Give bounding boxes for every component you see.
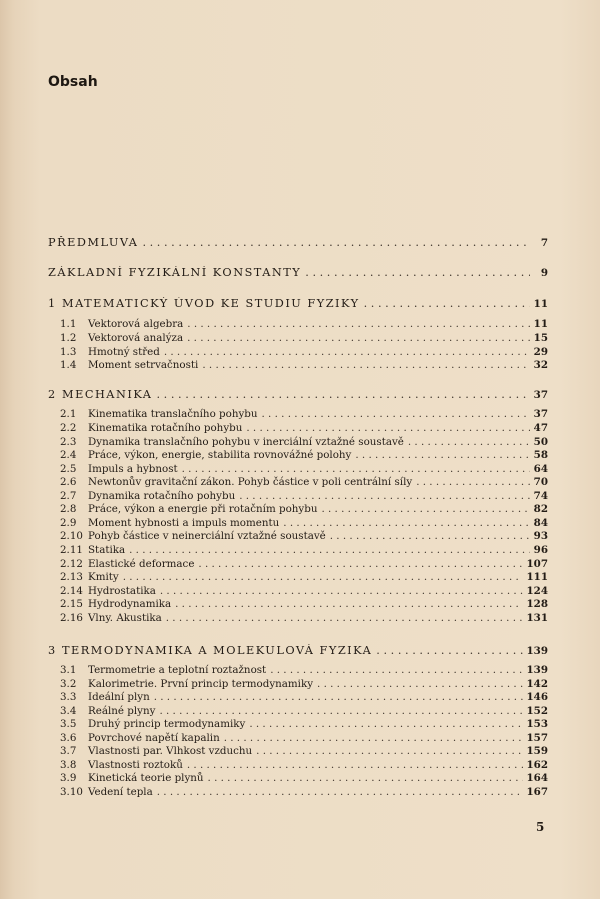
dot-leader (270, 664, 522, 676)
dot-leader (164, 346, 530, 358)
toc-section (60, 786, 548, 798)
toc-entry-page: 50 (533, 436, 548, 448)
toc-entry-title: Vlastnosti par. Vlhkost vzduchu (88, 745, 253, 757)
dot-leader (157, 786, 523, 798)
toc-entry-number: 2.14 (60, 585, 83, 597)
toc-entry-title: Hydrostatika (88, 585, 156, 597)
toc-entry-number: 2.11 (60, 544, 83, 556)
toc-entry-page: 84 (533, 517, 548, 529)
dot-leader (416, 476, 529, 488)
toc-chapter (48, 388, 548, 401)
toc-entry-number: 2.3 (60, 436, 77, 448)
toc-entry-title: Reálné plyny (88, 705, 156, 717)
toc-entry-number: 2.12 (60, 558, 83, 570)
toc-entry-title: Kinematika rotačního pohybu (88, 422, 243, 434)
toc-entry-number: 3.1 (60, 664, 77, 676)
toc-entry-page: 107 (526, 558, 548, 570)
toc-entry-number: 2.16 (60, 612, 83, 624)
toc-entry-title: Termometrie a teplotní roztažnost (88, 664, 267, 676)
toc-entry-number: 2.5 (60, 463, 77, 475)
toc-entry-title: Vlastnosti roztoků (88, 759, 183, 771)
toc-section (60, 318, 548, 330)
toc-section (60, 558, 548, 570)
dot-leader (239, 490, 529, 502)
toc-entry-title: Kmity (88, 571, 119, 583)
toc-entry-page: 11 (533, 298, 548, 310)
toc-entry-number: 1.4 (60, 359, 77, 371)
toc-entry-number: 3.3 (60, 691, 77, 703)
toc-entry-page: 167 (526, 786, 548, 798)
page-number: 5 (536, 820, 545, 834)
toc-entry-page: 139 (526, 664, 548, 676)
toc-section (60, 359, 548, 371)
toc-section (60, 732, 548, 744)
toc-section (60, 332, 548, 344)
toc-entry-number: 2.15 (60, 598, 83, 610)
toc-entry-page: 152 (526, 705, 548, 717)
toc-entry-title: Vlny. Akustika (88, 612, 162, 624)
toc-entry-number: 3.6 (60, 732, 77, 744)
toc-section (60, 544, 548, 556)
toc-section (60, 664, 548, 676)
toc-entry-title: Povrchové napětí kapalin (88, 732, 220, 744)
toc-entry-page: 139 (526, 645, 548, 657)
toc-section (60, 691, 548, 703)
toc-entry-title: Moment setrvačnosti (88, 359, 199, 371)
toc-entry-page: 47 (533, 422, 548, 434)
toc-entry-page: 74 (533, 490, 548, 502)
toc-entry-title: Hydrodynamika (88, 598, 172, 610)
toc-entry-title: Kinetická teorie plynů (88, 772, 204, 784)
dot-leader (364, 297, 530, 310)
toc-section (60, 571, 548, 583)
dot-leader (182, 463, 530, 475)
dot-leader (166, 612, 523, 624)
toc-entry-number: 3 (48, 644, 57, 657)
toc-entry-number: 2.7 (60, 490, 77, 502)
toc-entry-title: Vektorová algebra (88, 318, 184, 330)
toc-entry-number: 3.9 (60, 772, 77, 784)
toc-entry-page: 37 (533, 408, 548, 420)
dot-leader (246, 422, 529, 434)
toc-entry-title: Ideální plyn (88, 691, 150, 703)
toc-entry-title: Druhý princip termodynamiky (88, 718, 246, 730)
toc-chapter (48, 236, 548, 249)
toc-entry-title: Práce, výkon, energie, stabilita rovnovážné polohy (88, 449, 352, 461)
toc-entry-number: 1 (48, 297, 57, 310)
dot-leader (160, 585, 523, 597)
toc-entry-title: Pohyb částice v neinerciální vztažné soustavě (88, 530, 326, 542)
toc-section (60, 585, 548, 597)
toc-entry-number: 3.10 (60, 786, 83, 798)
dot-leader (330, 530, 530, 542)
toc-entry-page: 64 (533, 463, 548, 475)
toc-entry-title: Dynamika translačního pohybu v inerciální vztažné soustavě (88, 436, 404, 448)
dot-leader (175, 598, 522, 610)
dot-leader (123, 571, 523, 583)
toc-entry-page: 82 (533, 503, 548, 515)
toc-entry-page: 153 (526, 718, 548, 730)
dot-leader (129, 544, 530, 556)
toc-entry-number: 2 (48, 388, 57, 401)
toc-entry-page: 164 (526, 772, 548, 784)
toc-entry-page: 29 (533, 346, 548, 358)
toc-section (60, 408, 548, 420)
dot-leader (187, 332, 530, 344)
toc-section (60, 678, 548, 690)
toc-section (60, 530, 548, 542)
toc-entry-page: 32 (533, 359, 548, 371)
toc-entry-title: ZÁKLADNÍ FYZIKÁLNÍ KONSTANTY (48, 266, 302, 279)
toc-entry-page: 159 (526, 745, 548, 757)
toc-entry-title: Kinematika translačního pohybu (88, 408, 258, 420)
toc-entry-page: 162 (526, 759, 548, 771)
toc-entry-page: 124 (526, 585, 548, 597)
toc-entry-page: 70 (533, 476, 548, 488)
toc-section (60, 449, 548, 461)
toc-entry-title: Newtonův gravitační zákon. Pohyb částice v poli centrální síly (88, 476, 413, 488)
toc-section (60, 759, 548, 771)
toc-entry-number: 3.2 (60, 678, 77, 690)
toc-entry-page: 131 (526, 612, 548, 624)
contents-heading: Obsah (48, 74, 98, 90)
dot-leader (283, 517, 529, 529)
dot-leader (321, 503, 529, 515)
toc-entry-page: 15 (533, 332, 548, 344)
toc-entry-title: Vektorová analýza (88, 332, 184, 344)
dot-leader (355, 449, 529, 461)
dot-leader (305, 266, 530, 279)
toc-section (60, 436, 548, 448)
dot-leader (408, 436, 530, 448)
dot-leader (376, 644, 522, 657)
toc-entry-page: 7 (540, 237, 548, 249)
toc-section (60, 517, 548, 529)
dot-leader (202, 359, 529, 371)
toc-entry-number: 2.6 (60, 476, 77, 488)
toc-entry-number: 3.5 (60, 718, 77, 730)
dot-leader (256, 745, 522, 757)
toc-entry-number: 1.1 (60, 318, 77, 330)
toc-section (60, 346, 548, 358)
toc-entry-title: Dynamika rotačního pohybu (88, 490, 236, 502)
toc-section (60, 598, 548, 610)
toc-entry-number: 2.4 (60, 449, 77, 461)
toc-entry-number: 1.3 (60, 346, 77, 358)
dot-leader (208, 772, 523, 784)
dot-leader (187, 759, 523, 771)
toc-entry-number: 2.10 (60, 530, 83, 542)
toc-entry-number: 3.7 (60, 745, 77, 757)
toc-entry-title: Vedení tepla (88, 786, 153, 798)
toc-entry-title: Statika (88, 544, 126, 556)
dot-leader (154, 691, 523, 703)
dot-leader (198, 558, 522, 570)
toc-chapter (48, 266, 548, 279)
toc-entry-number: 2.8 (60, 503, 77, 515)
toc-entry-page: 58 (533, 449, 548, 461)
toc-section (60, 718, 548, 730)
toc-entry-number: 2.13 (60, 571, 83, 583)
toc-section (60, 490, 548, 502)
toc-entry-title: TERMODYNAMIKA A MOLEKULOVÁ FYZIKA (62, 644, 373, 657)
toc-entry-title: Hmotný střed (88, 346, 160, 358)
toc-section (60, 503, 548, 515)
toc-entry-title: Moment hybnosti a impuls momentu (88, 517, 280, 529)
toc-section (60, 476, 548, 488)
toc-entry-title: MATEMATICKÝ ÚVOD KE STUDIU FYZIKY (62, 297, 360, 310)
toc-entry-number: 2.9 (60, 517, 77, 529)
dot-leader (262, 408, 530, 420)
toc-entry-page: 93 (533, 530, 548, 542)
toc-entry-page: 128 (526, 598, 548, 610)
toc-entry-title: PŘEDMLUVA (48, 236, 139, 249)
toc-entry-title: Impuls a hybnost (88, 463, 178, 475)
toc-entry-page: 111 (526, 571, 548, 583)
toc-section (60, 745, 548, 757)
toc-chapter (48, 644, 548, 657)
toc-section (60, 772, 548, 784)
toc-section (60, 422, 548, 434)
toc-entry-number: 1.2 (60, 332, 77, 344)
toc-entry-title: Práce, výkon a energie při rotačním pohybu (88, 503, 318, 515)
toc-entry-number: 2.2 (60, 422, 77, 434)
dot-leader (159, 705, 522, 717)
toc-entry-number: 3.4 (60, 705, 77, 717)
toc-section (60, 463, 548, 475)
toc-entry-page: 96 (533, 544, 548, 556)
dot-leader (187, 318, 529, 330)
toc-entry-page: 146 (526, 691, 548, 703)
dot-leader (249, 718, 522, 730)
toc-entry-page: 37 (533, 389, 548, 401)
toc-entry-number: 3.8 (60, 759, 77, 771)
toc-entry-page: 142 (526, 678, 548, 690)
toc-entry-title: Elastické deformace (88, 558, 195, 570)
dot-leader (224, 732, 523, 744)
toc-section (60, 705, 548, 717)
toc-entry-page: 9 (540, 267, 548, 279)
toc-chapter (48, 297, 548, 310)
dot-leader (142, 236, 530, 249)
toc-entry-title: Kalorimetrie. První princip termodynamiky (88, 678, 314, 690)
toc-entry-page: 157 (526, 732, 548, 744)
toc-section (60, 612, 548, 624)
toc-entry-page: 11 (533, 318, 548, 330)
dot-leader (317, 678, 522, 690)
dot-leader (156, 388, 529, 401)
toc-entry-title: MECHANIKA (62, 388, 153, 401)
toc-entry-number: 2.1 (60, 408, 77, 420)
